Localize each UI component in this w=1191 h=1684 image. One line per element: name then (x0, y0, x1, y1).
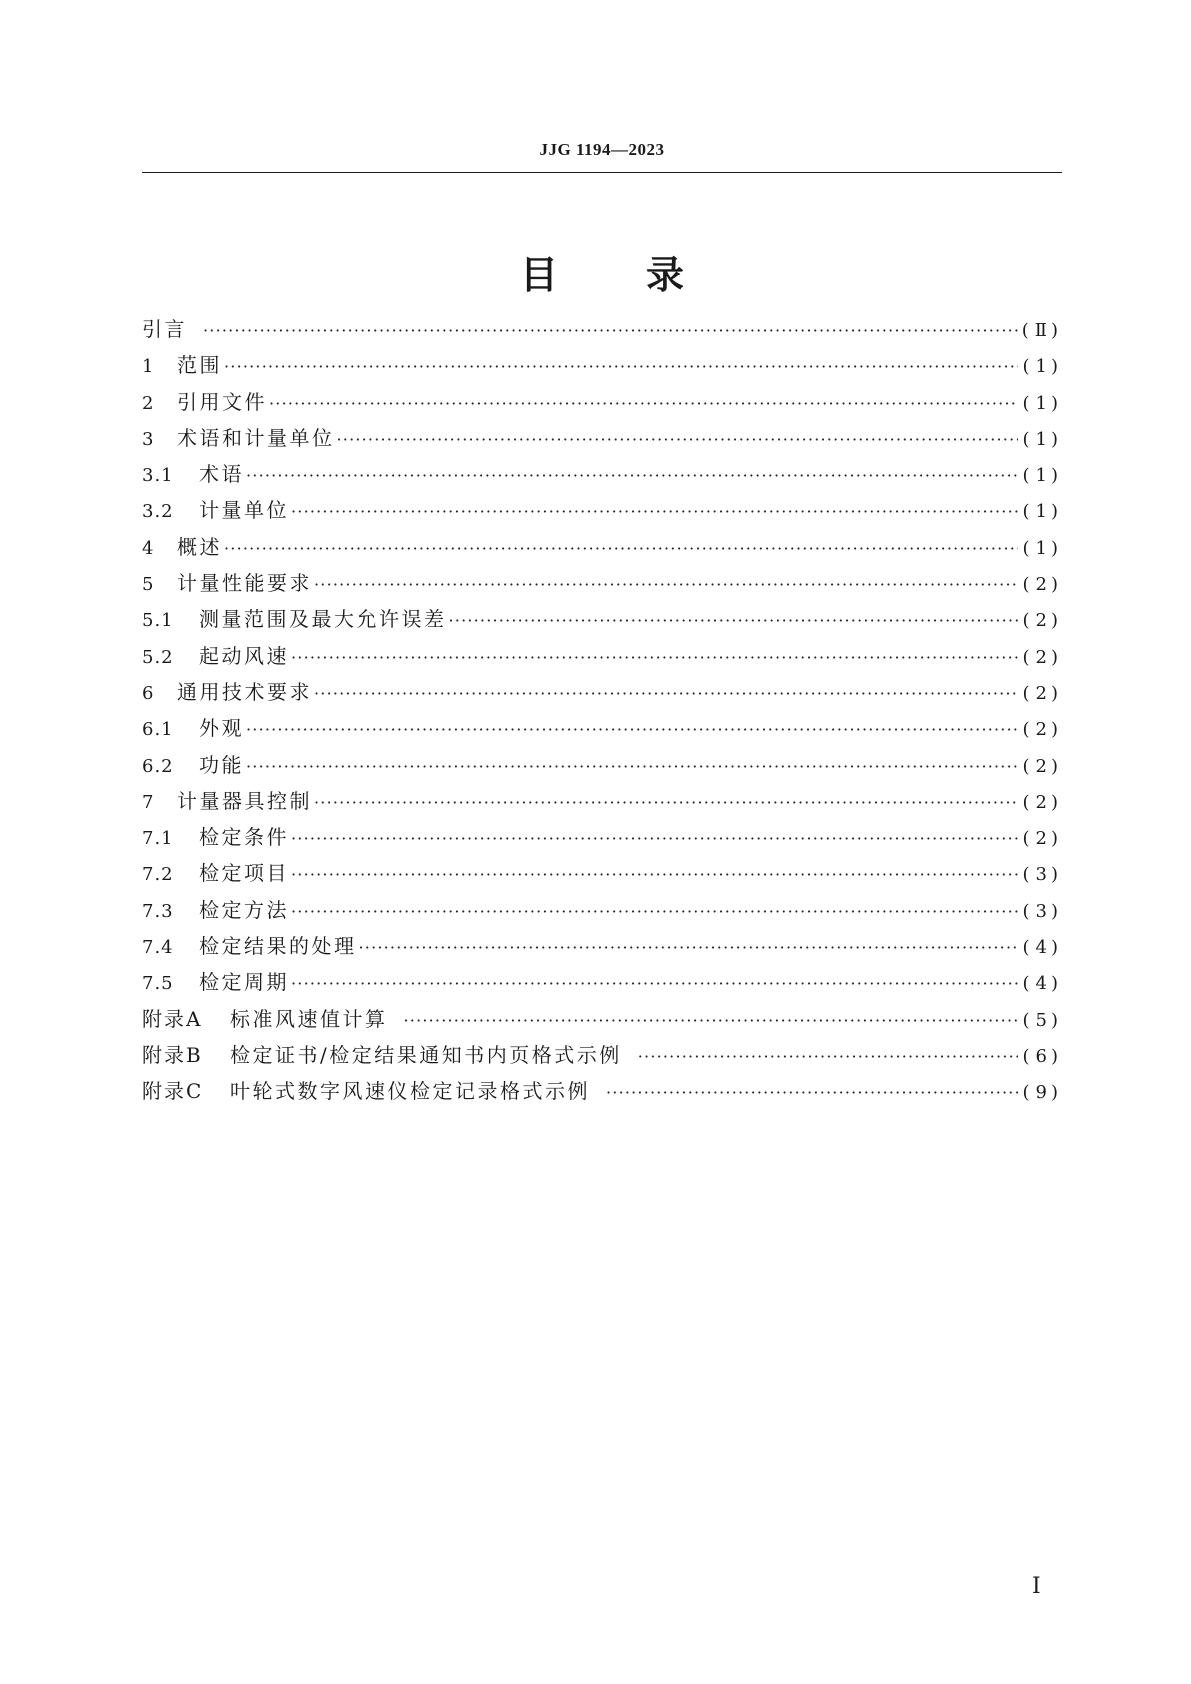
page-paren-open: ( (1022, 537, 1034, 559)
dot-leader (269, 386, 1018, 422)
toc-entry-number: 5 (142, 574, 155, 596)
page-paren-open: ( (1022, 719, 1034, 741)
dot-leader (337, 422, 1019, 458)
page-paren-close: ) (1050, 574, 1062, 596)
toc-entry-title: 范围 (177, 353, 222, 378)
dot-leader (224, 531, 1018, 567)
toc-entry[interactable] (142, 892, 1062, 928)
toc-entry-title: 外观 (199, 716, 244, 741)
toc-entry-title: 引言 (142, 317, 187, 341)
dot-leader (404, 1003, 1019, 1039)
page-paren-open: ( (1022, 428, 1034, 450)
toc-entry-number: 7.2 (142, 864, 174, 886)
toc-entry-number: 7.1 (142, 828, 174, 850)
page-paren-close: ) (1050, 610, 1062, 632)
toc-entry[interactable] (142, 964, 1062, 1000)
dot-leader (291, 857, 1018, 893)
toc-entry-number: 4 (142, 537, 155, 559)
toc-entry-page (1022, 821, 1062, 857)
toc-entry-title: 计量器具控制 (177, 788, 312, 813)
toc-entry[interactable] (142, 420, 1062, 456)
dot-leader (291, 966, 1018, 1002)
toc-entry-title: 通用技术要求 (177, 679, 312, 704)
toc-entry-title: 功能 (199, 752, 244, 777)
toc-entry-title: 起动风速 (199, 643, 289, 668)
toc-entry-title: 术语和计量单位 (177, 425, 335, 450)
page-paren-open: ( (1022, 973, 1034, 995)
page-paren-open: ( (1022, 755, 1034, 777)
toc-entry-page (1022, 349, 1062, 385)
page-paren-close: ) (1050, 1045, 1062, 1067)
page-paren-close: ) (1050, 755, 1062, 777)
toc-entry-page-number: 2 (1035, 574, 1051, 596)
page-paren-close: ) (1050, 537, 1062, 559)
dot-leader (449, 603, 1019, 639)
toc-entry-page (1022, 966, 1062, 1002)
toc-entry-page-number: 6 (1035, 1045, 1051, 1067)
toc-entry-page (1022, 1003, 1062, 1039)
toc-entry-number: 6 (142, 682, 155, 704)
toc-entry[interactable] (142, 783, 1062, 819)
page-paren-close: ) (1050, 791, 1062, 813)
page-paren-open: ( (1022, 1082, 1034, 1104)
dot-leader (291, 894, 1018, 930)
page-paren-close: ) (1050, 465, 1062, 487)
toc-entry-number: 2 (142, 392, 155, 414)
toc-entry-title: 检定方法 (199, 897, 289, 922)
toc-entry[interactable] (142, 674, 1062, 710)
toc-entry-number: 7.5 (142, 973, 174, 995)
toc-entry-page (1022, 857, 1062, 893)
toc-entry-title: 检定周期 (199, 970, 289, 995)
toc-entry-page-number: 2 (1035, 755, 1051, 777)
page-paren-close: ) (1050, 682, 1062, 704)
toc-entry[interactable] (142, 456, 1062, 492)
toc-entry[interactable] (142, 638, 1062, 674)
page-paren-close: ) (1050, 719, 1062, 741)
dot-leader (359, 930, 1019, 966)
page-paren-open: ( (1022, 574, 1034, 596)
page-paren-open: ( (1022, 1009, 1034, 1031)
toc-entry-page (1022, 640, 1062, 676)
page-paren-open: ( (1022, 465, 1034, 487)
toc-entry-page (1022, 494, 1062, 530)
toc-entry-title: 计量单位 (199, 498, 289, 523)
toc-list (142, 311, 1062, 1110)
toc-entry-page-number: 1 (1035, 392, 1051, 414)
document-code: JJG 1194—2023 (539, 140, 665, 159)
dot-leader (291, 821, 1018, 857)
page-paren-open: ( (1022, 392, 1034, 414)
toc-entry-page (1022, 313, 1062, 349)
toc-entry-page-number: 1 (1035, 465, 1051, 487)
page-paren-close: ) (1050, 356, 1062, 378)
toc-entry-number: 1 (142, 356, 155, 378)
toc-entry[interactable] (142, 1037, 1062, 1073)
toc-entry-page-number: 3 (1035, 864, 1051, 886)
page-paren-open: ( (1022, 356, 1034, 378)
toc-entry-title: 术语 (199, 462, 244, 487)
toc-entry-title: 标准风速值计算 (230, 1006, 388, 1031)
page-paren-open: ( (1021, 320, 1033, 341)
header-rule (142, 172, 1062, 173)
toc-entry-page-number: 1 (1035, 356, 1051, 378)
toc-entry[interactable] (142, 601, 1062, 637)
page-paren-open: ( (1022, 682, 1034, 704)
page-paren-open: ( (1022, 501, 1034, 523)
toc-entry-number: 5.1 (142, 610, 174, 632)
toc-entry[interactable] (142, 529, 1062, 565)
page-paren-close: ) (1050, 501, 1062, 523)
toc-entry-title: 测量范围及最大允许误差 (199, 607, 447, 632)
toc-entry-page-number: 2 (1035, 610, 1051, 632)
page-paren-close: ) (1050, 320, 1062, 341)
toc-entry-title: 检定证书/检定结果通知书内页格式示例 (230, 1042, 622, 1067)
toc-entry[interactable] (142, 747, 1062, 783)
page-paren-close: ) (1050, 1009, 1062, 1031)
dot-leader (246, 458, 1018, 494)
page-paren-close: ) (1050, 646, 1062, 668)
toc-entry-page (1022, 386, 1062, 422)
dot-leader (314, 567, 1018, 603)
toc-entry-page-number: 2 (1035, 828, 1051, 850)
page-paren-open: ( (1022, 646, 1034, 668)
page-paren-close: ) (1050, 392, 1062, 414)
toc-entry-title: 检定结果的处理 (199, 934, 357, 959)
toc-entry-page-number: 1 (1035, 501, 1051, 523)
toc-entry-page-number: 1 (1035, 537, 1051, 559)
toc-entry-page (1022, 458, 1062, 494)
toc-entry-title: 引用文件 (177, 389, 267, 414)
page-paren-open: ( (1022, 937, 1034, 959)
page-paren-close: ) (1050, 937, 1062, 959)
toc-entry[interactable] (142, 347, 1062, 383)
page-paren-open: ( (1022, 864, 1034, 886)
toc-entry-page-number: 2 (1035, 646, 1051, 668)
page-paren-close: ) (1050, 828, 1062, 850)
dot-leader (314, 785, 1018, 821)
page-paren-close: ) (1050, 864, 1062, 886)
page-paren-close: ) (1050, 900, 1062, 922)
toc-entry-title: 叶轮式数字风速仪检定记录格式示例 (230, 1079, 590, 1104)
toc-entry-title: 计量性能要求 (177, 571, 312, 596)
toc-entry[interactable] (142, 855, 1062, 891)
toc-entry-number: 3 (142, 428, 155, 450)
dot-leader (291, 494, 1018, 530)
toc-entry-page-number: 2 (1035, 719, 1051, 741)
toc-entry-page-number: 4 (1035, 937, 1051, 959)
toc-entry[interactable] (142, 492, 1062, 528)
page-paren-open: ( (1022, 1045, 1034, 1067)
toc-entry-number: 3.2 (142, 501, 174, 523)
toc-entry-number: 附录C (142, 1079, 204, 1104)
page-paren-open: ( (1022, 900, 1034, 922)
page-paren-open: ( (1022, 610, 1034, 632)
page-paren-close: ) (1050, 1082, 1062, 1104)
toc-entry-page (1022, 676, 1062, 712)
toc-entry-number: 附录B (142, 1042, 203, 1067)
dot-leader (606, 1075, 1018, 1111)
toc-entry[interactable] (142, 710, 1062, 746)
toc-entry-page-number: 3 (1035, 900, 1051, 922)
toc-entry-page (1022, 894, 1062, 930)
toc-entry-page (1022, 749, 1062, 785)
toc-entry-number: 附录A (142, 1006, 203, 1031)
toc-entry-number: 3.1 (142, 465, 174, 487)
toc-entry-page-number: Ⅱ (1034, 320, 1051, 341)
toc-entry[interactable] (142, 384, 1062, 420)
toc-entry-page (1022, 422, 1062, 458)
toc-entry[interactable] (142, 565, 1062, 601)
toc-entry-page (1022, 531, 1062, 567)
toc-entry[interactable] (142, 819, 1062, 855)
toc-entry-page-number: 2 (1035, 682, 1051, 704)
dot-leader (203, 313, 1018, 349)
toc-entry[interactable] (142, 1073, 1062, 1109)
toc-entry-number: 7.3 (142, 900, 174, 922)
toc-entry-number: 6.2 (142, 755, 174, 777)
page-paren-close: ) (1050, 428, 1062, 450)
dot-leader (291, 640, 1018, 676)
page-paren-open: ( (1022, 828, 1034, 850)
toc-entry-page (1022, 930, 1062, 966)
dot-leader (638, 1039, 1019, 1075)
toc-entry-page-number: 4 (1035, 973, 1051, 995)
page-paren-open: ( (1022, 791, 1034, 813)
toc-entry[interactable] (142, 311, 1062, 347)
toc-entry-page-number: 2 (1035, 791, 1051, 813)
toc-title: 目录 (519, 253, 772, 298)
toc-entry-number: 7 (142, 791, 155, 813)
toc-entry-page (1022, 785, 1062, 821)
toc-entry-title: 检定条件 (199, 825, 289, 850)
toc-entry-page (1022, 603, 1062, 639)
toc-entry[interactable] (142, 928, 1062, 964)
toc-entry-number: 7.4 (142, 937, 174, 959)
toc-entry-page (1022, 1075, 1062, 1111)
toc-entry-page-number: 9 (1035, 1082, 1051, 1104)
dot-leader (224, 349, 1018, 385)
dot-leader (246, 712, 1018, 748)
toc-entry-page (1022, 567, 1062, 603)
dot-leader (246, 749, 1018, 785)
page-number: Ⅰ (1032, 1574, 1041, 1599)
toc-entry-page-number: 1 (1035, 428, 1051, 450)
toc-entry-page (1022, 712, 1062, 748)
toc-entry-number: 6.1 (142, 719, 174, 741)
dot-leader (314, 676, 1018, 712)
toc-entry-title: 概述 (177, 534, 222, 559)
page-paren-close: ) (1050, 973, 1062, 995)
toc-entry-title: 检定项目 (199, 861, 289, 886)
toc-entry[interactable] (142, 1001, 1062, 1037)
toc-entry-page-number: 5 (1035, 1009, 1051, 1031)
toc-entry-number: 5.2 (142, 646, 174, 668)
toc-entry-page (1022, 1039, 1062, 1075)
